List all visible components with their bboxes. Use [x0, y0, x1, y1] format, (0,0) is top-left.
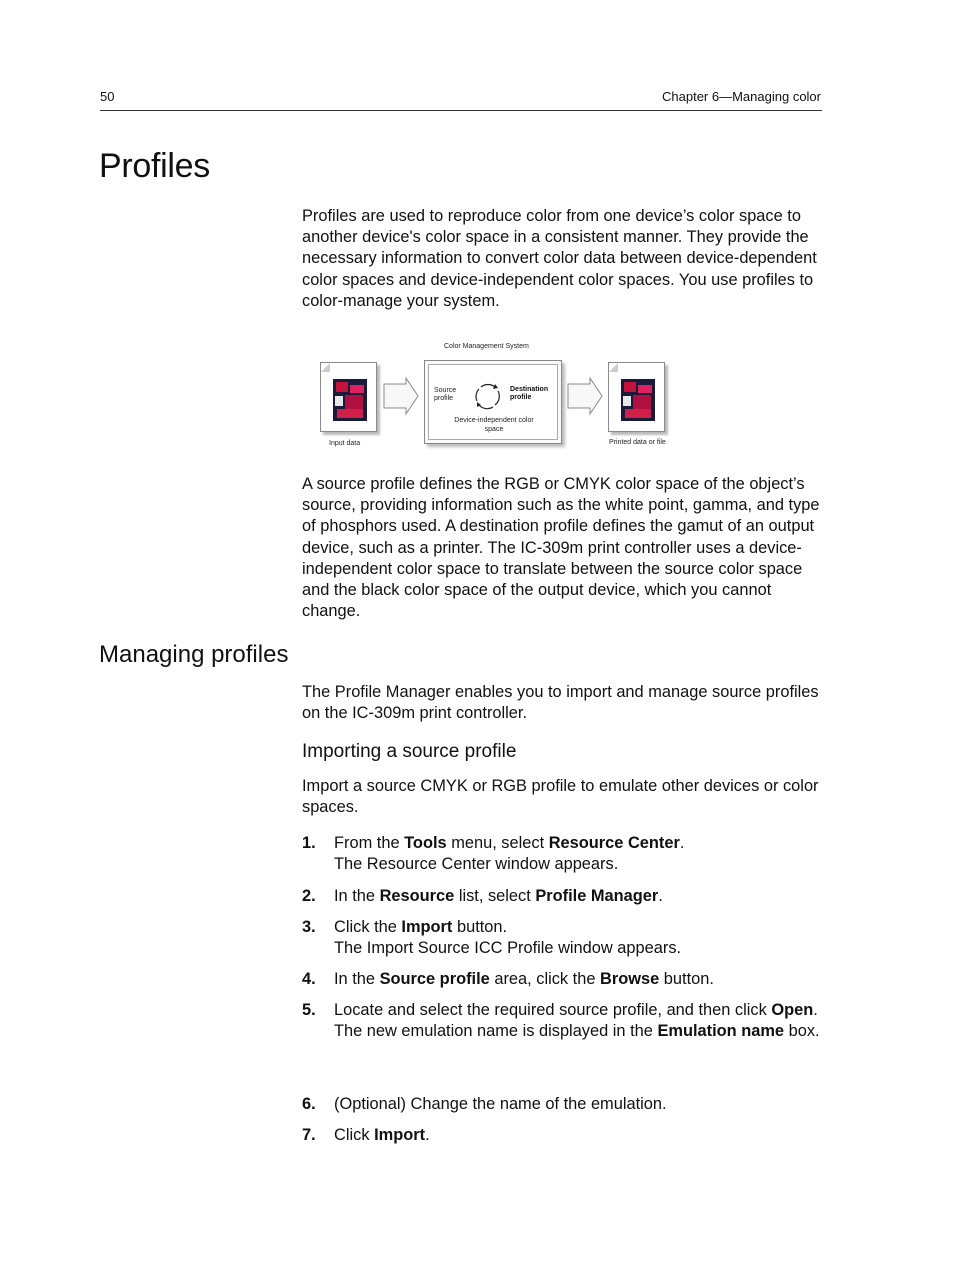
managing-profiles-heading: Managing profiles	[99, 641, 289, 668]
device-independent-label: Device-independent color space	[454, 417, 534, 433]
step-2: 2. In the Resource list, select Profile Manager.	[302, 887, 663, 905]
intro-paragraph: Profiles are used to reproduce color from one device’s color space to another device's color space in a consistent manner. They provide the necessary information to convert color data between device-dependent color spaces and device-independent color spaces. You use profiles to color-manage your system.	[302, 207, 817, 310]
cms-box	[424, 360, 562, 444]
cycle-arrows-icon	[473, 381, 503, 411]
input-document	[320, 362, 377, 432]
output-document	[608, 362, 665, 432]
source-profile-label: Source profile	[434, 387, 457, 402]
step-4: 4. In the Source profile area, click the Browse button.	[302, 970, 714, 988]
menu-item-name: Resource Center	[548, 834, 680, 852]
output-label: Printed data or file	[609, 439, 666, 446]
step-3: 3. Click the Import button. The Import Source ICC Profile window appears.	[302, 918, 682, 958]
step-7: 7. Click Import.	[302, 1126, 430, 1144]
menu-name: Tools	[404, 834, 447, 852]
page-title: Profiles	[99, 147, 210, 185]
importing-heading: Importing a source profile	[302, 741, 517, 762]
input-image	[333, 379, 367, 421]
page-number: 50	[100, 89, 115, 104]
cms-label: Color Management System	[444, 343, 529, 350]
step-6: 6. (Optional) Change the name of the emulation.	[302, 1095, 667, 1113]
arrow-right-icon	[566, 376, 606, 418]
step-result: The Resource Center window appears.	[334, 855, 619, 874]
step-result: The Import Source ICC Profile window appears.	[334, 939, 682, 958]
step-5: 5. Locate and select the required source profile, and then click Open. The new emulation name is displayed in the Emulation name box.	[302, 1001, 820, 1041]
managing-profiles-paragraph: The Profile Manager enables you to import and manage source profiles on the IC-309m print controller.	[302, 683, 819, 723]
importing-paragraph: Import a source CMYK or RGB profile to emulate other devices or color spaces.	[302, 777, 819, 817]
destination-profile-label: Destination profile	[510, 386, 549, 401]
header-rule	[100, 110, 822, 111]
step-1: 1. From the Tools menu, select Resource Center. The Resource Center window appears.	[302, 834, 685, 874]
arrow-right-icon	[382, 376, 422, 418]
output-image	[621, 379, 655, 421]
color-management-diagram	[318, 340, 688, 455]
source-profile-paragraph: A source profile defines the RGB or CMYK color space of the object’s source, providing information such as the white point, gamma, and type of phosphors used. A destination profile defines the gamut of an output device, such as a printer. The IC-309m print controller uses a device-independent color space to translate between the source color space and the black color space of the output device, which you cannot change.	[302, 475, 820, 621]
chapter-title: Chapter 6—Managing color	[662, 89, 821, 104]
input-label: Input data	[329, 440, 361, 447]
